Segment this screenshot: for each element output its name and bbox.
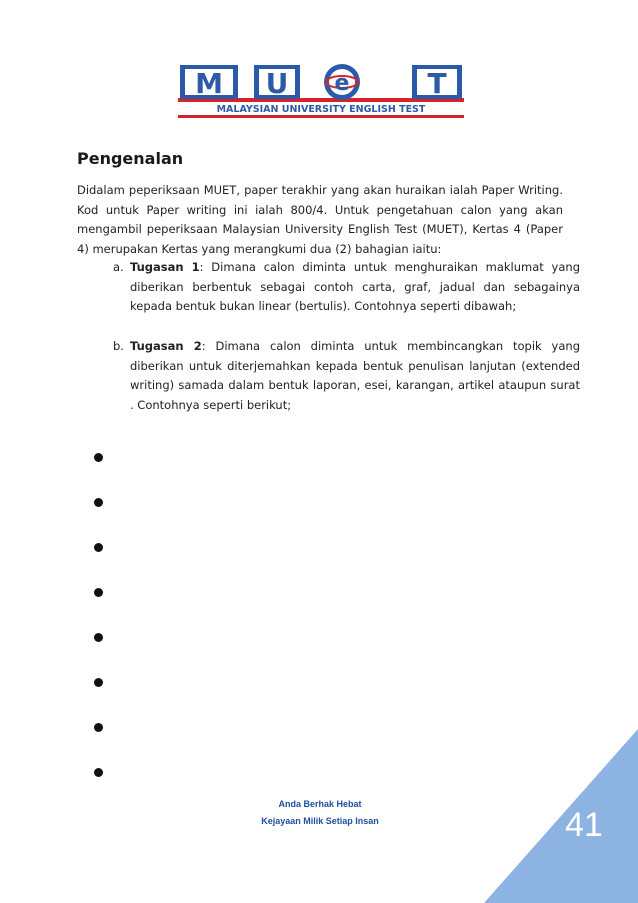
logo-subtitle: MALAYSIAN UNIVERSITY ENGLISH TEST [216, 104, 426, 115]
list-item-title: Tugasan 2 [130, 339, 202, 353]
footer-line-1: Anda Berhak Hebat [278, 799, 362, 809]
svg-text:e: e [334, 71, 350, 96]
svg-text:U: U [265, 67, 289, 100]
list-item-letter: b. [113, 339, 124, 353]
list-item-text: : Dimana calon diminta untuk menghuraikan maklumat yang diberikan berbentuk sebagai contoh carta, graf, jadual dan sebagainya kepada bentuk bukan linear (bertulis). Contohnya seperti dibawah; [130, 260, 580, 313]
svg-text:M: M [195, 67, 223, 100]
bullet-point [94, 588, 103, 597]
logo-letter-box-t [412, 65, 462, 100]
page-number: 41 [565, 806, 603, 844]
list-item-text: : Dimana calon diminta untuk membincangkan topik yang diberikan untuk diterjemahkan kepada bentuk penulisan lanjutan (extended writing) samada dalam bentuk laporan, esei, karangan, artikel ataupun surat . Contohnya seperti berikut; [130, 339, 580, 412]
bullet-point [94, 678, 103, 687]
logo-globe-e [324, 64, 360, 100]
bullet-point [94, 543, 103, 552]
bullet-point [94, 453, 103, 462]
muet-logo [176, 62, 466, 120]
logo-letter-box-m [180, 65, 238, 100]
svg-text:T: T [427, 67, 447, 100]
list-item-title: Tugasan 1 [130, 260, 200, 274]
logo-letter-box-u [254, 65, 300, 100]
section-heading: Pengenalan [77, 149, 184, 168]
list-item-tugasan-2 [113, 337, 580, 415]
list-item-tugasan-1 [113, 258, 580, 317]
bullet-point [94, 723, 103, 732]
page-corner-triangle [484, 729, 638, 903]
bullet-point [94, 768, 103, 777]
bullet-point [94, 633, 103, 642]
list-item-letter: a. [113, 260, 124, 274]
footer-line-2: Kejayaan Milik Setiap Insan [261, 816, 379, 826]
intro-paragraph: Didalam peperiksaan MUET, paper terakhir yang akan huraikan ialah Paper Writing. Kod untuk Paper writing ini ialah 800/4. Untuk pengetahuan calon yang akan mengambil peperiksaan Malaysian University English Test (MUET), Kertas 4 (Paper 4) merupakan Kertas yang merangkumi dua (2) bahagian iaitu: [77, 183, 563, 256]
bullet-point [94, 498, 103, 507]
